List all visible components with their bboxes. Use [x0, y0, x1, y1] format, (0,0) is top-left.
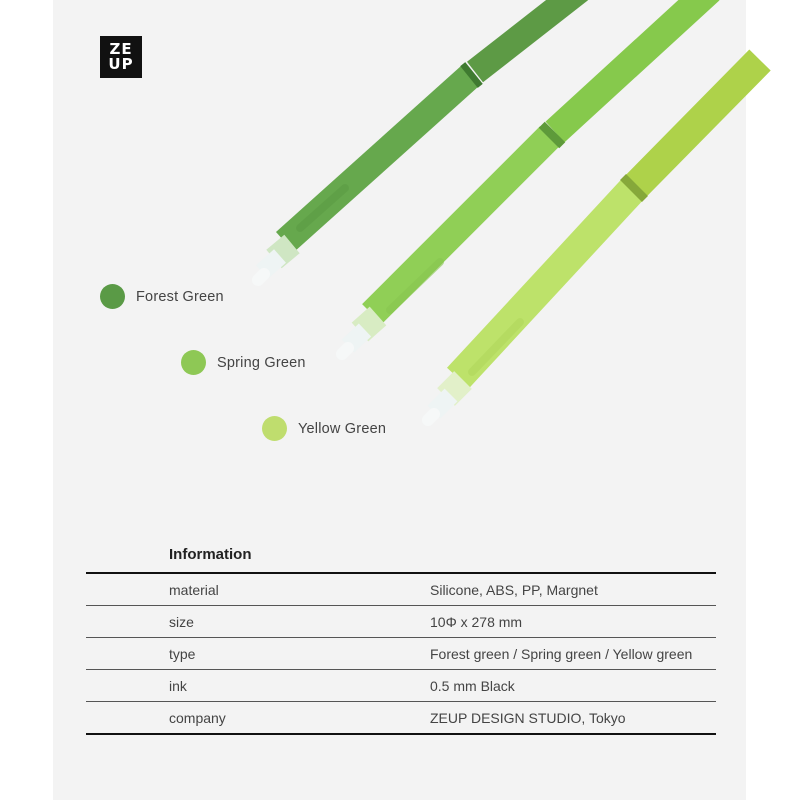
swatch-label-forest-green: Forest Green	[136, 288, 224, 305]
swatch-label-spring-green: Spring Green	[217, 354, 306, 371]
row-key: material	[86, 573, 430, 606]
row-value: 0.5 mm Black	[430, 670, 716, 702]
yellow-green-dot	[262, 416, 287, 441]
row-value: Forest green / Spring green / Yellow green	[430, 638, 716, 670]
table-row	[86, 670, 716, 702]
spring-green-dot	[181, 350, 206, 375]
forest-green-dot	[100, 284, 125, 309]
row-key: size	[86, 606, 430, 638]
row-key: company	[86, 702, 430, 735]
row-value: 10Φ x 278 mm	[430, 606, 716, 638]
table-row	[86, 638, 716, 670]
information-heading: Information	[169, 546, 252, 563]
row-key: type	[86, 638, 430, 670]
swatch-spring-green	[181, 350, 306, 375]
row-value: Silicone, ABS, PP, Margnet	[430, 573, 716, 606]
logo-line-1: ZE	[109, 40, 133, 58]
logo-line-2: UP	[108, 55, 134, 73]
table-row	[86, 606, 716, 638]
information-table	[86, 572, 716, 735]
swatch-label-yellow-green: Yellow Green	[298, 420, 387, 437]
zeup-logo	[100, 36, 142, 78]
row-key: ink	[86, 670, 430, 702]
swatch-forest-green	[100, 284, 224, 309]
row-value: ZEUP DESIGN STUDIO, Tokyo	[430, 702, 716, 735]
swatch-yellow-green	[262, 416, 386, 441]
table-row	[86, 573, 716, 606]
table-row	[86, 702, 716, 735]
